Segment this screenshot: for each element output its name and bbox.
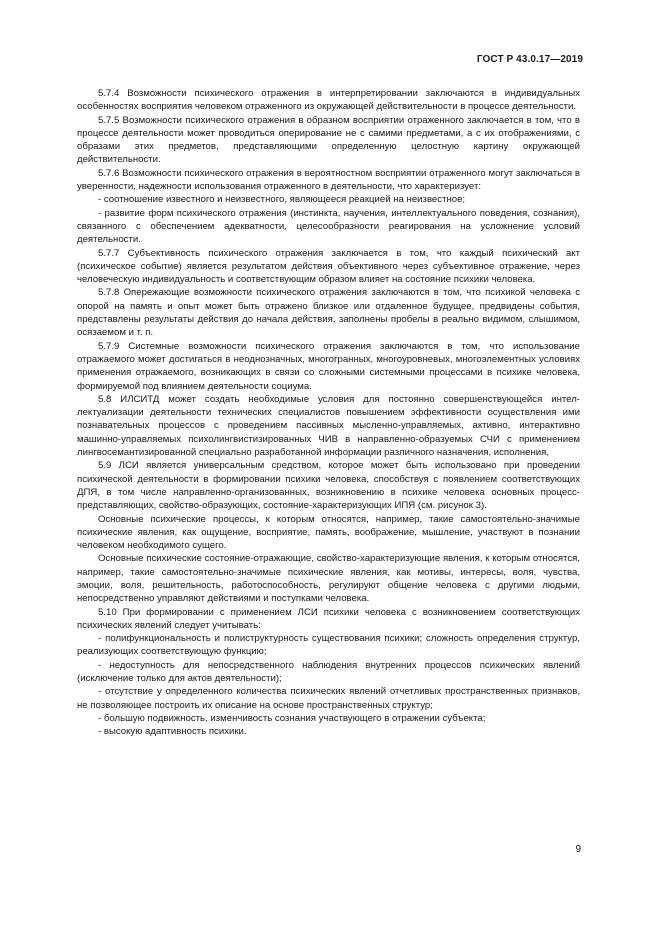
paragraph-states: Основные психические состояние-отражающие, свойство-характеризующие явления, к которым относятся, например, такие самостоятельно-значимые психические явления, как мотивы, интересы, воля, чувства, эмоции, воля, решительность, работоспособность, регулируют общение человека с другими людьми, непосредственно управляют действиями и поступками человека.	[77, 553, 580, 605]
list-item: - отсутствие у определенного количества психических явлений отчетливых пространственных признаков, не позволяющее построить их описание на основе пространственных структур;	[77, 686, 580, 711]
paragraph-5-7-5: 5.7.5 Возможности психического отражения в образном восприятии отраженного заключается в том, что в процессе деятельности может проводиться оперирование не с самими предметами, а с их отображениями, с образами этих предметов, представляющими определенную целостную картину окружающей действительности.	[77, 114, 580, 166]
paragraph-5-7-4: 5.7.4 Возможности психического отражения в интерпретировании заключаются в индивидуальных особенностях восприятия человеком отраженного из окружающей действительности в процессе деятельности.	[77, 88, 580, 113]
paragraph-5-7-8: 5.7.8 Опережающие возможности психического отражения заключаются в том, что психикой человека с опорой на память и опыт может быть отражено близкое или отдаленное будущее, предвидены события, представлены результаты действия до начала действия, заполнены пробелы в реально видимом, слышимом, осязаемом и т. п.	[77, 287, 580, 339]
list-item: - большую подвижность, изменчивость сознания участвующего в отражении субъекта;	[98, 712, 486, 724]
list-item: - соотношение известного и неизвестного, являющееся реакцией на неизвестное;	[98, 194, 466, 206]
paragraph-processes: Основные психические процессы, к которым относятся, например, такие самостоятельно-значимые психические явления, как ощущение, восприятие, память, воображение, мышление, участвуют в познании человеком необходимого сущего.	[77, 513, 580, 552]
paragraph-5-7-7: 5.7.7 Субъективность психического отражения заключается в том, что каждый психический акт (психическое событие) является результатом действия объективного через субъективное отражение, через человеческую индивидуальность и соответствующим образом влияет на состояние психики человека.	[77, 247, 580, 286]
paragraph-5-8: 5.8 ИЛСИТД может создать необходимые условия для постоянно совершенствующейся интеллектуализации деятельности технических специалистов повышением эффективности осуществления ими познавательных процессов с проведением пассивных мысленно-управляемых, активно, интерактивно машинно-управляемых психолингвистизированных ЧИВ в направленно-образуемых СЧИ с применением лингвосемантизированной специально разработанной информации различного назначения, исполнения,	[77, 393, 580, 459]
paragraph-5-10: 5.10 При формировании с применением ЛСИ психики человека с возникновением соответствующих психических явлений следует учитывать:	[77, 606, 580, 631]
list-item: - недоступность для непосредственного наблюдения внутренних процессов психических явлений (исключение только для актов деятельности);	[77, 659, 580, 685]
list-item: - полифункциональность и полиструктурность существования психики; сложность определения структур, реализующих соответствующую функцию;	[77, 633, 580, 658]
standard-header: ГОСТ Р 43.0.17—2019	[476, 54, 583, 65]
list-item: - развитие форм психического отражения (инстинкта, научения, интеллектуального поведения, сознания), связанного с обеспечением адекватности, целесообразности реагирования на усложнение условий деятельности.	[77, 207, 580, 246]
paragraph-5-9: 5.9 ЛСИ является универсальным средством, которое может быть использовано при проведении психической деятельности в формировании психики человека, способствуя с появлением соответствующих ДПЯ, в том числе направленно-организованных, возникновению в психике человека основных процесс-представляющих, свойство-образующих, состояние-характеризующих ИПЯ (см. рисунок 3).	[77, 460, 580, 512]
paragraph-5-7-6: 5.7.6 Возможности психического отражения в вероятностном восприятии отраженного могут заключаться в уверенности, надежности использования отраженного в деятельности, что характеризует:	[77, 167, 580, 193]
page-number: 9	[575, 844, 581, 855]
document-body	[77, 87, 580, 739]
paragraph-5-7-9: 5.7.9 Системные возможности психического отражения заключаются в том, что использование отражаемого может достигаться в неоднозначных, многогранных, многоуровневых, многоэлементных условиях применения отражаемого, возникающих в связи со сложными системными процессами в психике человека, формируемой под влиянием деятельности социума.	[77, 340, 580, 392]
list-item: - высокую адаптивность психики.	[98, 726, 247, 738]
